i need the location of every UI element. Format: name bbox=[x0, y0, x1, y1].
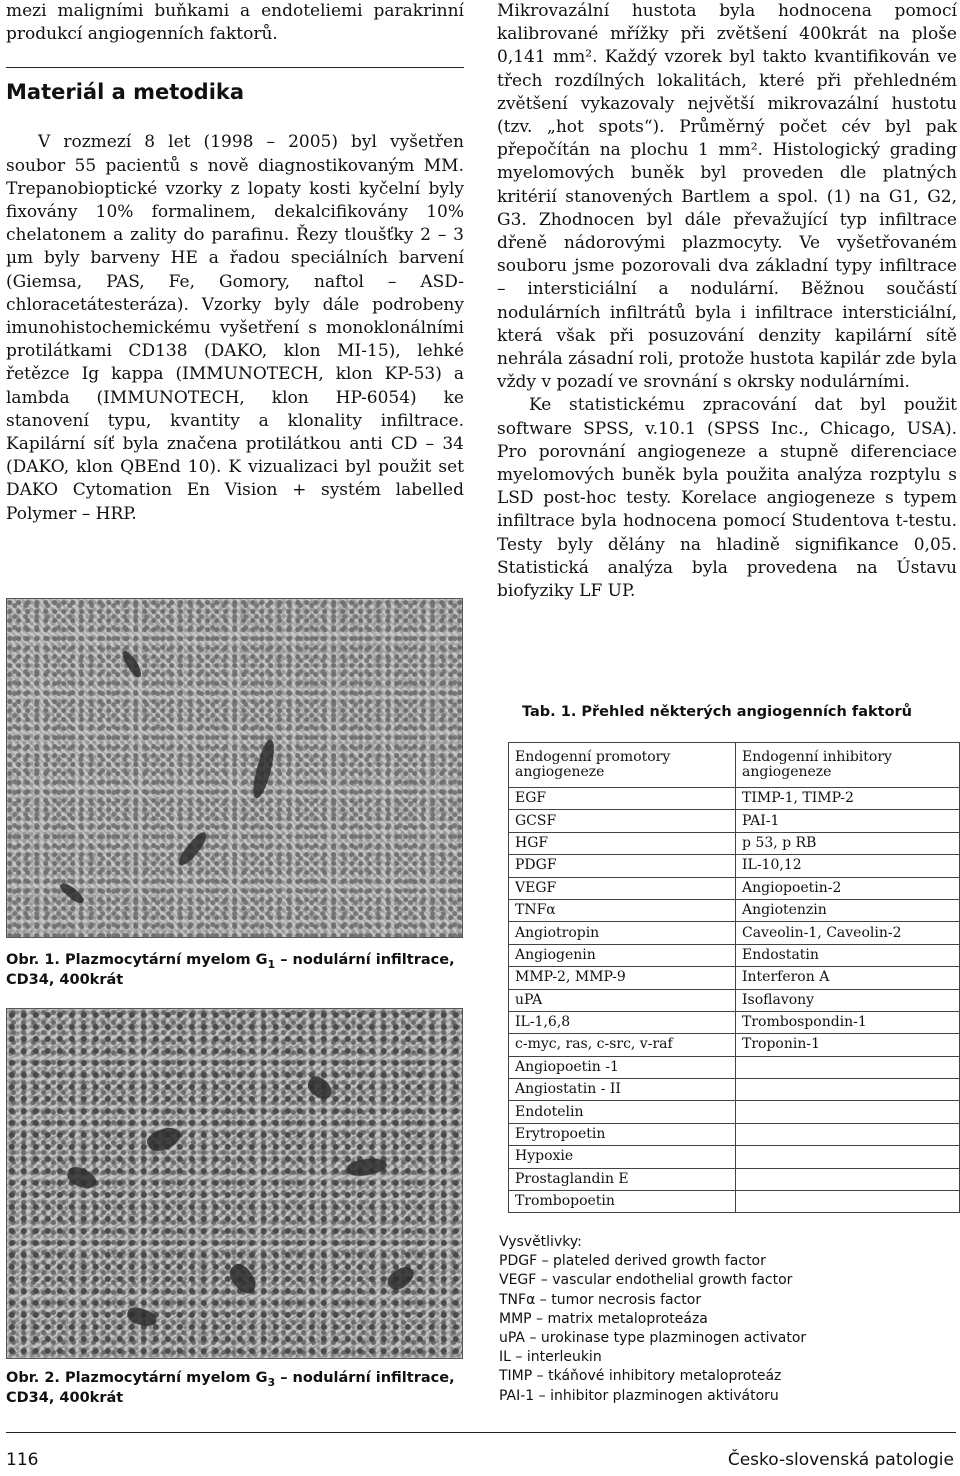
legend-item: PAI-1 – inhibitor plazminogen aktivátoru bbox=[499, 1387, 779, 1404]
table-header-cell: Endogenní promotory angiogeneze bbox=[509, 743, 736, 788]
table-header-cell: Endogenní inhibitory angiogeneze bbox=[736, 743, 960, 788]
promoter-cell: HGF bbox=[509, 832, 736, 854]
promoter-cell: Endotelin bbox=[509, 1101, 736, 1123]
table-header-row bbox=[509, 743, 960, 788]
inhibitor-cell: Trombospondin-1 bbox=[736, 1011, 960, 1033]
figure-1-caption: Obr. 1. Plazmocytární myelom $G_1$ – nodulární infiltrace, CD34, 400krát bbox=[6, 952, 455, 988]
inhibitor-cell: IL-10,12 bbox=[736, 855, 960, 877]
legend-item: uPA – urokinase type plazminogen activator bbox=[499, 1330, 807, 1347]
promoter-cell: VEGF bbox=[509, 877, 736, 899]
legend-item: IL – interleukin bbox=[499, 1349, 602, 1366]
table-row bbox=[509, 1168, 960, 1190]
methods-paragraph: V rozmezí 8 let (1998 – 2005) byl vyšetřen soubor 55 pacientů s nově diagnostikovaným MM. Trepanobioptické vzorky z lopaty kosti kyčelní byly fixovány 10% formalinem, dekalcifikovány 10% chelatonem a zality do parafinu. Řezy tloušťky 2 – 3 µm byly barveny HE a řadou speciálních barvení (Giemsa, PAS, Fe, Gomory, naftol – ASD-chloracetátesteráza). Vzorky byly dále podrobeny imunohistochemickému vyšetření s monoklonálními protilátkami CD138 (DAKO, klon MI-15), lehké řetězce Ig kappa (IMMUNOTECH, klon KP-53) a lambda (IMMUNOTECH, klon HP-6054) ke stanovení typu, kvantity a klonality infiltrace. Kapilární síť byla značena protilátkou anti CD – 34 (DAKO, klon QBEnd 10). K vizualizaci byl použit set DAKO Cytomation En Vision + systém labelled Polymer – HRP. bbox=[6, 132, 464, 524]
statistics-paragraph: Ke statistickému zpracování dat byl použit software SPSS, v.10.1 (SPSS Inc., Chicago, USA). Pro porovnání angiogeneze a stupně diferenciace myelomových buněk byla použita analýza rozptylu s LSD post-hoc testy. Korelace angiogeneze s typem infiltrace byla hodnocena pomocí Studentova t-testu. Testy byly dělány na hladině signifikance 0,05. Statistická analýza byla provedena na Ústavu biofyziky LF UP. bbox=[497, 395, 957, 602]
table-row bbox=[509, 1146, 960, 1168]
stained-vessel bbox=[225, 1260, 261, 1297]
legend-item: TIMP – tkáňové inhibitory metaloproteáz bbox=[499, 1368, 782, 1385]
inhibitor-cell bbox=[736, 1168, 960, 1190]
table-row bbox=[509, 1191, 960, 1213]
inhibitor-cell: Caveolin-1, Caveolin-2 bbox=[736, 922, 960, 944]
promoter-cell: Angiopoetin -1 bbox=[509, 1056, 736, 1078]
stained-vessel bbox=[58, 880, 86, 906]
promoter-cell: Erytropoetin bbox=[509, 1123, 736, 1145]
table-row bbox=[509, 810, 960, 832]
promoter-cell: Angiogenin bbox=[509, 944, 736, 966]
stained-vessel bbox=[249, 738, 278, 800]
stained-vessel bbox=[125, 1305, 158, 1328]
table-row bbox=[509, 855, 960, 877]
inhibitor-cell bbox=[736, 1101, 960, 1123]
intro-paragraph: mezi maligními buňkami a endoteliemi parakrinní produkcí angiogenních faktorů. bbox=[6, 1, 464, 45]
promoter-cell: Trombopoetin bbox=[509, 1191, 736, 1213]
inhibitor-cell: Angiotenzin bbox=[736, 899, 960, 921]
section-heading: Materiál a metodika bbox=[6, 80, 245, 105]
promoter-cell: IL-1,6,8 bbox=[509, 1011, 736, 1033]
inhibitor-cell: Interferon A bbox=[736, 967, 960, 989]
inhibitor-cell bbox=[736, 1123, 960, 1145]
methods-paragraph-continued: Mikrovazální hustota byla hodnocena pomocí kalibrované mřížky při zvětšení 400krát na ploše 0,141 mm². Každý vzorek byl takto kvantifikován ve třech rozdílných lokalitách, které při přehledném zvětšení vykazovaly největší mikrovazální hustotu (tzv. „hot spots“). Průměrný počet cév byl pak přepočítán na plochu 1 mm². Histologický grading myelomových buněk byl proveden dle platných kritérií stanovených Bartlem a spol. (1) na G1, G2, G3. Zhodnocen byl dále převažující typ infiltrace dřeně nádorovými plazmocyty. Ve vyšetřovaném souboru jsme pozorovali dva základní typy infiltrace – intersticiální a nodulární. Běžnou součástí nodulárních infiltrátů byla i infiltrace intersticiální, která však při posuzování denzity kapilární sítě nehrála zásadní roli, protože hustota kapilár zde byla vždy v pozadí ve srovnání s okrsky nodulárními. bbox=[497, 1, 957, 393]
angiogenic-factors-table bbox=[508, 742, 960, 1213]
table-row bbox=[509, 1101, 960, 1123]
table-row bbox=[509, 1123, 960, 1145]
table-title: Tab. 1. Přehled některých angiogenních faktorů bbox=[522, 704, 913, 720]
inhibitor-cell: Endostatin bbox=[736, 944, 960, 966]
promoter-cell: EGF bbox=[509, 788, 736, 810]
journal-name: Česko-slovenská patologie bbox=[727, 1450, 954, 1470]
table-legend bbox=[499, 1233, 806, 1406]
promoter-cell: c-myc, ras, c-src, v-raf bbox=[509, 1034, 736, 1056]
page-number: 116 bbox=[6, 1450, 39, 1470]
table-row bbox=[509, 922, 960, 944]
legend-item: TNFα – tumor necrosis factor bbox=[499, 1291, 702, 1308]
stained-vessel bbox=[176, 830, 211, 868]
table-row bbox=[509, 1079, 960, 1101]
table-row bbox=[509, 1011, 960, 1033]
legend-item: MMP – matrix metaloproteáza bbox=[499, 1310, 708, 1327]
left-column bbox=[6, 0, 464, 526]
right-column bbox=[497, 0, 957, 603]
figure-2-caption: Obr. 2. Plazmocytární myelom $G_3$ – nodulární infiltrace, CD34, 400krát bbox=[6, 1370, 455, 1406]
promoter-cell: uPA bbox=[509, 989, 736, 1011]
stained-vessel bbox=[144, 1123, 183, 1155]
inhibitor-cell bbox=[736, 1056, 960, 1078]
inhibitor-cell: PAI-1 bbox=[736, 810, 960, 832]
inhibitor-cell: p 53, p RB bbox=[736, 832, 960, 854]
promoter-cell: PDGF bbox=[509, 855, 736, 877]
promoter-cell: TNFα bbox=[509, 899, 736, 921]
table-row bbox=[509, 1056, 960, 1078]
table-row bbox=[509, 944, 960, 966]
inhibitor-cell: Isoflavony bbox=[736, 989, 960, 1011]
inhibitor-cell bbox=[736, 1079, 960, 1101]
table-row bbox=[509, 989, 960, 1011]
promoter-cell: Hypoxie bbox=[509, 1146, 736, 1168]
table-row bbox=[509, 967, 960, 989]
micrograph-figure-2 bbox=[6, 1008, 463, 1359]
legend-item: PDGF – plateled derived growth factor bbox=[499, 1253, 766, 1270]
inhibitor-cell bbox=[736, 1146, 960, 1168]
stained-vessel bbox=[384, 1262, 417, 1294]
table-row bbox=[509, 899, 960, 921]
inhibitor-cell bbox=[736, 1191, 960, 1213]
promoter-cell: GCSF bbox=[509, 810, 736, 832]
footer-divider bbox=[6, 1432, 956, 1433]
table-row bbox=[509, 788, 960, 810]
promoter-cell: Angiostatin - II bbox=[509, 1079, 736, 1101]
promoter-cell: Angiotropin bbox=[509, 922, 736, 944]
promoter-cell: Prostaglandin E bbox=[509, 1168, 736, 1190]
table-row bbox=[509, 1034, 960, 1056]
promoter-cell: MMP-2, MMP-9 bbox=[509, 967, 736, 989]
legend-item: VEGF – vascular endothelial growth factor bbox=[499, 1272, 793, 1289]
stained-vessel bbox=[346, 1156, 388, 1179]
section-divider bbox=[6, 67, 464, 68]
micrograph-figure-1 bbox=[6, 598, 463, 938]
stained-vessel bbox=[304, 1073, 336, 1103]
inhibitor-cell: Angiopoetin-2 bbox=[736, 877, 960, 899]
table-row bbox=[509, 832, 960, 854]
inhibitor-cell: TIMP-1, TIMP-2 bbox=[736, 788, 960, 810]
inhibitor-cell: Troponin-1 bbox=[736, 1034, 960, 1056]
table-row bbox=[509, 877, 960, 899]
stained-vessel bbox=[120, 649, 144, 680]
legend-title: Vysvětlivky: bbox=[499, 1234, 582, 1250]
stained-vessel bbox=[65, 1164, 99, 1191]
